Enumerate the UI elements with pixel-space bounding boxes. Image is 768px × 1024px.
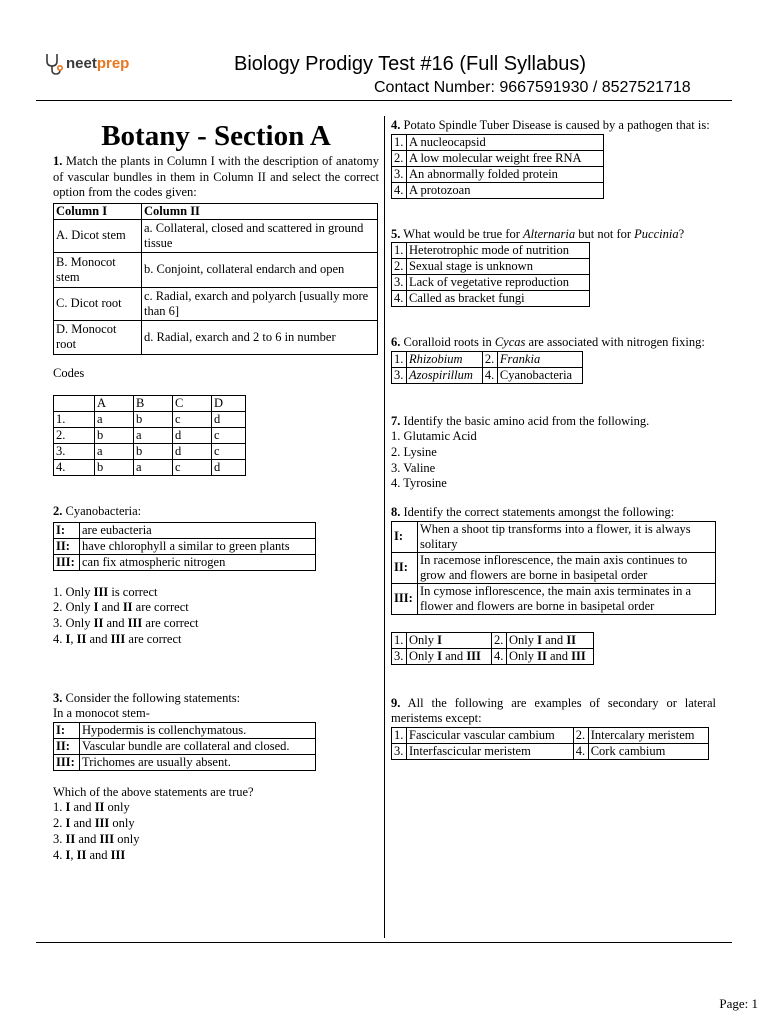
option: 1. Only III is correct	[53, 584, 158, 599]
table-cell: a	[134, 428, 173, 444]
match-table	[53, 203, 378, 355]
question-number: 5.	[391, 226, 401, 241]
options-table	[391, 242, 590, 307]
column-header: Column I	[56, 203, 108, 218]
statements-table	[53, 522, 316, 571]
table-cell: a	[95, 444, 134, 460]
table-cell: C. Dicot root	[54, 287, 142, 320]
table-cell: D. Monocot root	[54, 320, 142, 354]
question-text: Match the plants in Column I with the description of anatomy of vascular bundles in them in Column II and select the correct option from the codes given:	[53, 154, 379, 199]
question-number: 1.	[53, 154, 63, 168]
column-header: Column II	[144, 203, 200, 218]
option-text: Heterotrophic mode of nutrition	[407, 243, 590, 259]
option-number: 1.	[392, 727, 407, 743]
question-number: 9.	[391, 695, 401, 710]
table-cell: 3.	[54, 444, 95, 460]
question-2	[53, 504, 379, 520]
question-5: 5. What would be true for Alternaria but not for Puccinia?	[391, 226, 685, 241]
column-divider	[384, 116, 385, 938]
table-row	[54, 252, 378, 287]
statement-text: Vascular bundle are collateral and closed.	[80, 738, 316, 754]
table-cell: d. Radial, exarch and 2 to 6 in number	[142, 320, 378, 354]
table-cell: b. Conjoint, collateral endarch and open	[142, 252, 378, 287]
option-text: Intercalary meristem	[588, 727, 708, 743]
statement-label: I:	[394, 529, 404, 544]
codes-label: Codes	[53, 365, 85, 380]
option: 2. Lysine	[391, 444, 437, 459]
section-title: Botany - Section A	[101, 120, 331, 152]
option-number: 3.	[392, 743, 407, 759]
table-cell: c. Radial, exarch and polyarch [usually more than 6]	[142, 287, 378, 320]
option-number: 3.	[392, 275, 407, 291]
question-1	[53, 154, 379, 201]
option: 1. I and II only	[53, 800, 130, 815]
statement-text: are eubacteria	[80, 522, 316, 538]
question-text: Consider the following statements:	[65, 690, 241, 705]
table-row	[54, 538, 316, 554]
footer-divider	[36, 942, 732, 943]
option-number: 3.	[392, 367, 407, 383]
table-row	[54, 754, 316, 770]
option-text: Lack of vegetative reproduction	[407, 275, 590, 291]
question-text: Identify the basic amino acid from the following.	[403, 413, 650, 428]
options-table	[391, 351, 583, 384]
table-cell	[54, 396, 95, 412]
contact-number: Contact Number: 9667591930 / 8527521718	[374, 79, 691, 96]
statement-label: III:	[394, 591, 413, 606]
stethoscope-icon	[44, 52, 64, 76]
statement-label: II:	[394, 560, 408, 575]
option-text: A low molecular weight free RNA	[407, 150, 604, 166]
option-text: A protozoan	[407, 182, 604, 198]
table-row	[392, 243, 590, 259]
question-number: 7.	[391, 413, 401, 428]
table-cell: d	[173, 444, 212, 460]
table-cell: d	[212, 460, 246, 476]
table-row	[392, 743, 709, 759]
statement-label: I:	[56, 722, 66, 737]
question-prompt: Which of the above statements are true?	[53, 784, 254, 799]
left-column	[53, 118, 379, 863]
table-header-row	[54, 396, 246, 412]
page-number: Page: 1	[719, 996, 758, 1011]
table-cell: c	[212, 428, 246, 444]
table-row	[392, 291, 590, 307]
option-text: Rhizobium	[409, 351, 463, 366]
statement-text: Hypodermis is collenchymatous.	[80, 722, 316, 738]
option-number: 1.	[392, 243, 407, 259]
option: 2. I and III only	[53, 815, 135, 830]
table-row	[392, 166, 604, 182]
statement-label: I:	[56, 522, 66, 537]
statements-table	[53, 722, 316, 771]
option-text: An abnormally folded protein	[407, 166, 604, 182]
table-row	[392, 583, 716, 614]
table-row	[54, 738, 316, 754]
table-row	[392, 648, 594, 664]
options-table	[391, 727, 709, 760]
table-row	[392, 521, 716, 552]
table-cell: C	[173, 396, 212, 412]
table-row	[54, 412, 246, 428]
table-row	[392, 727, 709, 743]
option-text: Frankia	[499, 351, 541, 366]
codes-table	[53, 395, 246, 476]
option-text: Only II and III	[507, 648, 594, 664]
option-text: Only I	[407, 632, 492, 648]
table-cell: A	[95, 396, 134, 412]
table-cell: b	[95, 460, 134, 476]
question-3	[53, 691, 379, 707]
right-column	[391, 118, 716, 760]
table-cell: A. Dicot stem	[54, 219, 142, 252]
table-cell: b	[134, 412, 173, 428]
question-number: 6.	[391, 335, 401, 349]
table-cell: c	[212, 444, 246, 460]
statement-label: III:	[56, 754, 75, 769]
table-cell: D	[212, 396, 246, 412]
question-4	[391, 118, 716, 134]
statement-text: When a shoot tip transforms into a flower, it is always solitary	[418, 521, 716, 552]
option-number: 2.	[392, 150, 407, 166]
table-cell: b	[134, 444, 173, 460]
table-cell: a	[134, 460, 173, 476]
table-row	[392, 351, 583, 367]
table-cell: c	[173, 460, 212, 476]
option-text: Only I and III	[407, 648, 492, 664]
option-number: 2.	[492, 632, 507, 648]
option-number: 2.	[392, 259, 407, 275]
option-number: 1.	[392, 134, 407, 150]
option: 4. Tyrosine	[391, 476, 447, 491]
table-row	[54, 522, 316, 538]
option: 3. II and III only	[53, 831, 140, 846]
question-number: 8.	[391, 505, 401, 520]
option-number: 4.	[392, 291, 407, 307]
question-8	[391, 505, 716, 521]
option-number: 4.	[573, 743, 588, 759]
table-row	[54, 722, 316, 738]
question-7	[391, 414, 716, 430]
logo-prep-text: prep	[96, 55, 130, 73]
table-cell: 1.	[54, 412, 95, 428]
options-list	[53, 585, 379, 648]
question-text: Potato Spindle Tuber Disease is caused by a pathogen that is:	[403, 118, 710, 132]
table-row	[392, 134, 604, 150]
table-row	[54, 554, 316, 570]
option-number: 1.	[392, 351, 407, 367]
statement-label: II:	[56, 738, 70, 753]
table-cell: d	[212, 412, 246, 428]
statement-text: can fix atmospheric nitrogen	[80, 554, 316, 570]
option-text: Sexual stage is unknown	[407, 259, 590, 275]
option: 3. Only II and III are correct	[53, 616, 199, 631]
option: 1. Glutamic Acid	[391, 429, 477, 443]
option-text: Only I and II	[507, 632, 594, 648]
table-row	[392, 182, 604, 198]
table-cell: 2.	[54, 428, 95, 444]
options-table	[391, 134, 604, 199]
statement-label: III:	[56, 554, 75, 569]
question-number: 3.	[53, 690, 63, 705]
table-row	[392, 150, 604, 166]
table-row	[54, 287, 378, 320]
statements-table	[391, 521, 716, 615]
table-cell: b	[95, 428, 134, 444]
option-number: 1.	[392, 632, 407, 648]
statement-text: In racemose inflorescence, the main axis continues to grow and flowers are borne in basipetal order	[418, 552, 716, 583]
table-cell: d	[173, 428, 212, 444]
table-row	[54, 320, 378, 354]
table-row	[54, 219, 378, 252]
option-number: 4.	[492, 648, 507, 664]
table-row	[54, 460, 246, 476]
header-divider	[36, 100, 732, 101]
option-text: Cyanobacteria	[497, 367, 582, 383]
option-number: 2.	[482, 351, 497, 367]
table-row	[392, 259, 590, 275]
table-cell: B. Monocot stem	[54, 252, 142, 287]
option: 2. Only I and II are correct	[53, 600, 189, 615]
question-text: Cyanobacteria:	[65, 504, 142, 518]
statement-text: have chlorophyll a similar to green plants	[80, 538, 316, 554]
table-cell: B	[134, 396, 173, 412]
question-number: 2.	[53, 504, 63, 518]
option-number: 4.	[482, 367, 497, 383]
question-6: 6. Coralloid roots in Cycas are associated with nitrogen fixing:	[391, 335, 705, 349]
option-text: Fascicular vascular cambium	[407, 727, 574, 743]
table-cell: a. Collateral, closed and scattered in ground tissue	[142, 219, 378, 252]
table-row	[392, 552, 716, 583]
table-cell: c	[173, 412, 212, 428]
option-number: 4.	[392, 182, 407, 198]
question-9	[391, 696, 716, 727]
option-text: A nucleocapsid	[407, 134, 604, 150]
question-text: Identify the correct statements amongst the following:	[403, 505, 675, 520]
question-number: 4.	[391, 118, 401, 132]
statement-text: In cymose inflorescence, the main axis terminates in a flower and flowers are borne in basipetal order	[418, 583, 716, 614]
statement-text: Trichomes are usually absent.	[80, 754, 316, 770]
option-number: 3.	[392, 648, 407, 664]
option-text: Azospirillum	[409, 367, 473, 382]
option-text: Cork cambium	[588, 743, 708, 759]
table-row	[54, 444, 246, 460]
question-subtext: In a monocot stem-	[53, 706, 150, 721]
neetprep-logo	[44, 52, 129, 76]
table-row	[54, 428, 246, 444]
option-number: 2.	[573, 727, 588, 743]
option: 4. I, II and III	[53, 847, 126, 862]
option-number: 3.	[392, 166, 407, 182]
option: 4. I, II and III are correct	[53, 631, 182, 646]
statement-label: II:	[56, 538, 70, 553]
question-text: All the following are examples of secondary or lateral meristems except:	[391, 695, 716, 726]
options-list	[53, 800, 379, 863]
options-table	[391, 632, 594, 665]
table-cell: a	[95, 412, 134, 428]
option-text: Interfascicular meristem	[407, 743, 574, 759]
option-text: Called as bracket fungi	[407, 291, 590, 307]
table-header-row	[54, 203, 378, 219]
table-cell: 4.	[54, 460, 95, 476]
options-list	[391, 429, 716, 492]
table-row	[392, 275, 590, 291]
table-row	[392, 367, 583, 383]
table-row	[392, 632, 594, 648]
logo-neet-text: neet	[66, 55, 97, 73]
test-title: Biology Prodigy Test #16 (Full Syllabus)	[234, 53, 587, 75]
option: 3. Valine	[391, 460, 436, 475]
